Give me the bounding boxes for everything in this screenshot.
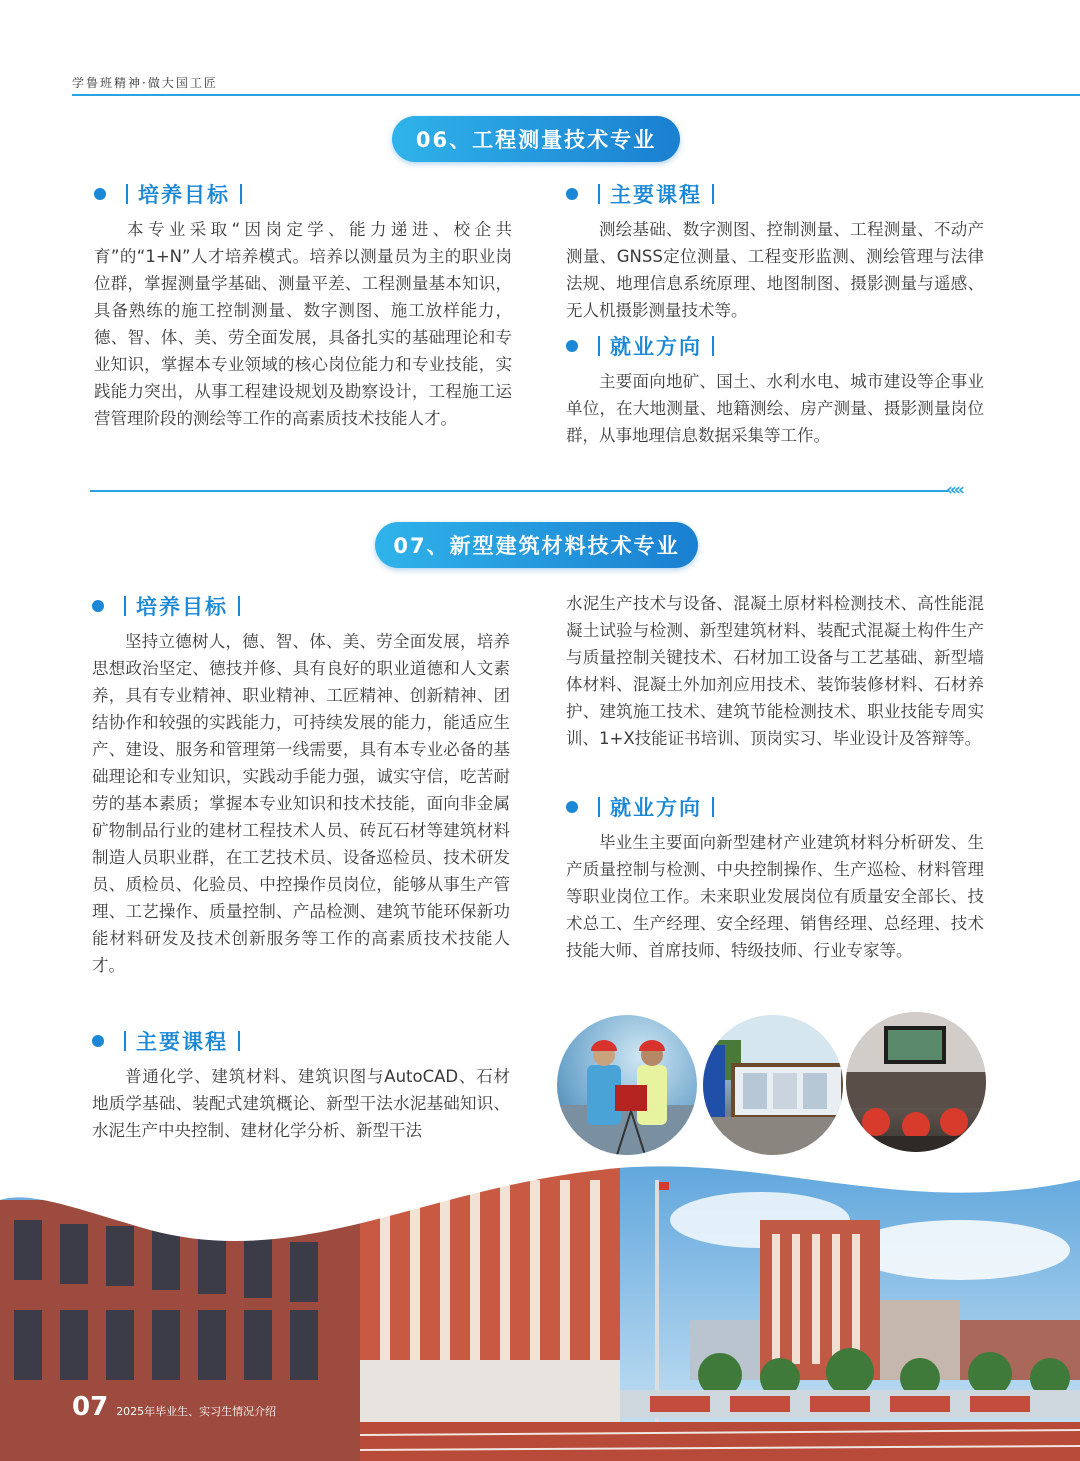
- heading-bar: [126, 184, 128, 204]
- heading-bar: [712, 184, 714, 204]
- section-divider: [90, 490, 948, 492]
- section-06-career: [566, 332, 984, 449]
- header-rule: [72, 94, 1080, 96]
- heading-bar: [598, 797, 600, 817]
- footer-caption: 2025年毕业生、实习生情况介绍: [116, 1405, 277, 1418]
- bullet-dot-icon: [566, 801, 578, 813]
- heading-label: 就业方向: [610, 796, 702, 820]
- section-06-courses: [566, 180, 984, 324]
- heading-bar: [712, 797, 714, 817]
- photo-display-boards: [703, 1015, 843, 1155]
- section-07-courses-heading: [92, 1027, 510, 1055]
- section-06-career-heading: [566, 332, 984, 360]
- section-07-goal-heading: [92, 592, 510, 620]
- bullet-dot-icon: [566, 188, 578, 200]
- page-number: 07: [72, 1392, 109, 1422]
- heading-label: 就业方向: [610, 335, 702, 359]
- heading-bar: [238, 1031, 240, 1051]
- heading-bar: [598, 336, 600, 356]
- heading-bar: [598, 184, 600, 204]
- section-06-title: 06、工程测量技术专业: [392, 116, 680, 162]
- section-07-goal-text: 坚持立德树人，德、智、体、美、劳全面发展，培养思想政治坚定、德技并修、具有良好的职业道德和人文素养，具有专业精神、职业精神、工匠精神、创新精神、团结协作和较强的实践能力，可持续发展的能力，能适应生产、建设、服务和管理第一线需要，具有本专业必备的基础理论和专业知识，实践动手能力强，诚实守信，吃苦耐劳的基本素质；掌握本专业知识和技术技能，面向非金属矿物制品行业的建材工程技术人员、砖瓦石材等建筑材料制造人员职业群，在工艺技术员、设备巡检员、技术研发员、质检员、化验员、中控操作员岗位，能够从事生产管理、工艺操作、质量控制、产品检测、建筑节能环保新功能材料研发及技术创新服务等工作的高素质技术技能人才。: [92, 632, 510, 975]
- section-06-courses-heading: [566, 180, 984, 208]
- header-motto: 学鲁班精神·做大国工匠: [72, 76, 218, 90]
- section-07-courses-text-a: 普通化学、建筑材料、建筑识图与AutoCAD、石材地质学基础、装配式建筑概论、新型干法水泥基础知识、水泥生产中央控制、建材化学分析、新型干法: [92, 1067, 510, 1140]
- photo-surveying-students: [557, 1015, 697, 1155]
- section-07-courses: [92, 1027, 510, 1144]
- heading-bar: [240, 184, 242, 204]
- section-06-career-text: 主要面向地矿、国土、水利水电、城市建设等企事业单位，在大地测量、地籍测绘、房产测量、摄影测量岗位群，从事地理信息数据采集等工作。: [566, 372, 984, 445]
- section-07-career-text: 毕业生主要面向新型建材产业建筑材料分析研发、生产质量控制与检测、中央控制操作、生产巡检、材料管理等职业岗位工作。未来职业发展岗位有质量安全部长、技术总工、生产经理、安全经理、销售经理、总经理、技术技能大师、首席技师、特级技师、行业专家等。: [566, 833, 984, 960]
- heading-label: 培养目标: [138, 183, 230, 207]
- section-07-title: 07、新型建筑材料技术专业: [375, 522, 698, 568]
- heading-bar: [124, 1031, 126, 1051]
- bullet-dot-icon: [92, 1035, 104, 1047]
- heading-bar: [124, 596, 126, 616]
- photo-lab-equipment: [846, 1012, 986, 1152]
- bullet-dot-icon: [94, 188, 106, 200]
- section-06-goal-text: 本专业采取“因岗定学、能力递进、校企共育”的“1+N”人才培养模式。培养以测量员为主的职业岗位群，掌握测量学基础、测量平差、工程测量基本知识，具备熟练的施工控制测量、数字测图、施工放样能力，德、智、体、美、劳全面发展，具备扎实的基础理论和专业知识，掌握本专业领域的核心岗位能力和专业技能，实践能力突出，从事工程建设规划及勘察设计，工程施工运营管理阶段的测绘等工作的高素质技术技能人才。: [94, 220, 512, 428]
- bullet-dot-icon: [92, 600, 104, 612]
- page-footer: [72, 1392, 276, 1422]
- section-07-career-heading: [566, 793, 984, 821]
- section-07-goal: [92, 592, 510, 979]
- heading-label: 主要课程: [610, 183, 702, 207]
- heading-bar: [712, 336, 714, 356]
- bullet-dot-icon: [566, 340, 578, 352]
- section-06-goal-heading: [94, 180, 512, 208]
- chevrons-left-icon: ‹‹‹‹: [946, 480, 963, 500]
- heading-bar: [238, 596, 240, 616]
- section-07-courses-continued: [566, 590, 984, 752]
- section-06-goal: [94, 180, 512, 432]
- heading-label: 培养目标: [136, 595, 228, 619]
- section-06-courses-text: 测绘基础、数字测图、控制测量、工程测量、不动产测量、GNSS定位测量、工程变形监测、测绘管理与法律法规、地理信息系统原理、地图制图、摄影测量与遥感、无人机摄影测量技术等。: [566, 220, 984, 320]
- heading-label: 主要课程: [136, 1030, 228, 1054]
- section-07-career: [566, 793, 984, 964]
- section-07-courses-text-b: 水泥生产技术与设备、混凝土原材料检测技术、高性能混凝土试验与检测、新型建筑材料、装配式混凝土构件生产与质量控制关键技术、石材加工设备与工艺基础、新型墙体材料、混凝土外加剂应用技术、装饰装修材料、石材养护、建筑施工技术、建筑节能检测技术、职业技能专周实训、1+X技能证书培训、顶岗实习、毕业设计及答辩等。: [566, 594, 984, 748]
